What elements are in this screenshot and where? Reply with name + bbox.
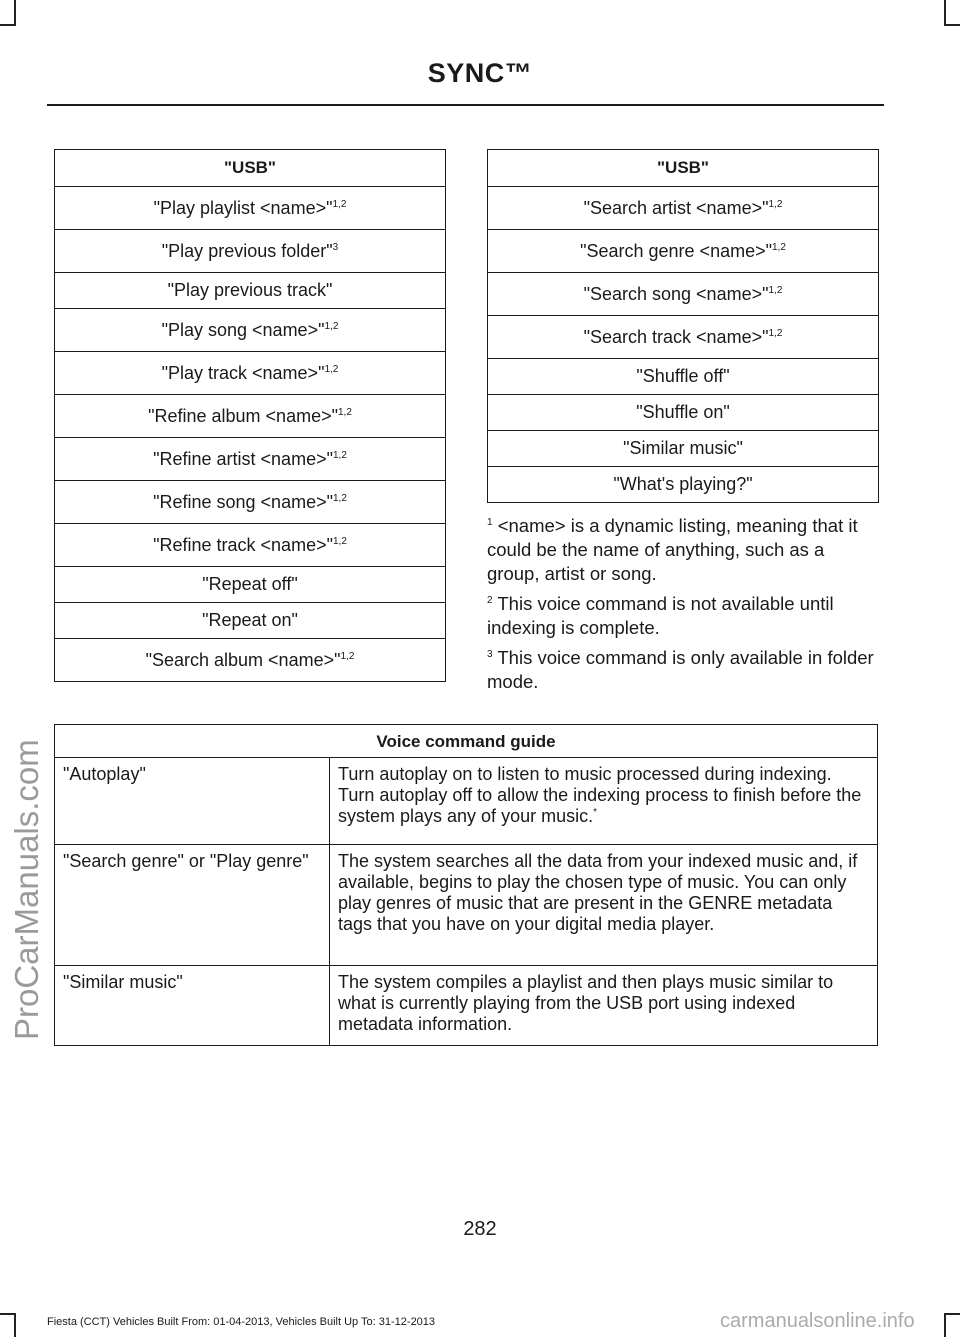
command-cell: "Similar music" — [55, 966, 330, 1046]
table-row: "Play track <name>"$^{1,2}$ — [55, 352, 446, 395]
table-row: "Shuffle off" — [488, 359, 879, 395]
table-row: "Play playlist <name>"$^{1,2}$ — [55, 187, 446, 230]
voice-command-guide-table — [54, 724, 878, 1046]
table-row: "Search track <name>"$^{1,2}$ — [488, 316, 879, 359]
table-row: "Play previous folder"$^3$ — [55, 230, 446, 273]
table-row: "Repeat off" — [55, 567, 446, 603]
crop-mark — [944, 1313, 960, 1315]
table-row: "Refine artist <name>"$^{1,2}$ — [55, 438, 446, 481]
table-row: "Play previous track" — [55, 273, 446, 309]
table-row: "Search genre <name>"$^{1,2}$ — [488, 230, 879, 273]
header-divider — [47, 104, 884, 106]
table-header: "USB" — [55, 150, 446, 187]
table-row: "Refine song <name>"$^{1,2}$ — [55, 481, 446, 524]
usb-commands-table-right — [487, 149, 879, 503]
table-row — [55, 845, 878, 966]
crop-mark — [944, 0, 946, 24]
footer-vehicle-info: Fiesta (CCT) Vehicles Built From: 01-04-2013, Vehicles Built Up To: 31-12-2013 — [47, 1316, 436, 1328]
crop-mark — [944, 1313, 946, 1337]
table-row: "Similar music" — [488, 431, 879, 467]
crop-mark — [0, 1313, 16, 1315]
table-row — [55, 966, 878, 1046]
page-number: 282 — [463, 1218, 497, 1240]
table-row: "What's playing?" — [488, 467, 879, 503]
description-cell: Turn autoplay on to listen to music processed during indexing. Turn autoplay off to allow the indexing process to finish before the system plays any of your music.* — [330, 758, 878, 845]
footnote: $^2$ This voice command is not available until indexing is complete. — [487, 593, 834, 638]
table-row: "Refine track <name>"$^{1,2}$ — [55, 524, 446, 567]
table-row: "Play song <name>"$^{1,2}$ — [55, 309, 446, 352]
description-cell: The system searches all the data from your indexed music and, if available, begins to play the chosen type of music. You can only play genres of music that are present in the GENRE metadata tags that you have on your digital media player. — [330, 845, 878, 966]
crop-mark — [944, 24, 960, 26]
page-title: SYNC™ — [427, 58, 533, 88]
footnote: $^3$ This voice command is only available in folder mode. — [487, 647, 874, 692]
table-row — [55, 758, 878, 845]
description-cell: The system compiles a playlist and then plays music similar to what is currently playing from the USB port using indexed metadata information. — [330, 966, 878, 1046]
watermark: ProCarManuals.com — [8, 739, 45, 1040]
table-row: "Shuffle on" — [488, 395, 879, 431]
table-row: "Search song <name>"$^{1,2}$ — [488, 273, 879, 316]
table-row: "Refine album <name>"$^{1,2}$ — [55, 395, 446, 438]
table-row: "Search artist <name>"$^{1,2}$ — [488, 187, 879, 230]
footnote: $^1$ <name> is a dynamic listing, meaning that it could be the name of anything, such as a group, artist or song. — [487, 515, 858, 584]
command-cell: "Search genre" or "Play genre" — [55, 845, 330, 966]
crop-mark — [14, 1313, 16, 1337]
crop-mark — [14, 0, 16, 24]
table-row: "Search album <name>"$^{1,2}$ — [55, 639, 446, 682]
command-cell: "Autoplay" — [55, 758, 330, 845]
usb-commands-table-left — [54, 149, 446, 682]
crop-mark — [0, 24, 16, 26]
table-header: "USB" — [488, 150, 879, 187]
footer-watermark: carmanualsonline.info — [720, 1310, 915, 1332]
table-row: "Repeat on" — [55, 603, 446, 639]
table-title: Voice command guide — [55, 725, 878, 758]
footnotes — [487, 514, 879, 700]
